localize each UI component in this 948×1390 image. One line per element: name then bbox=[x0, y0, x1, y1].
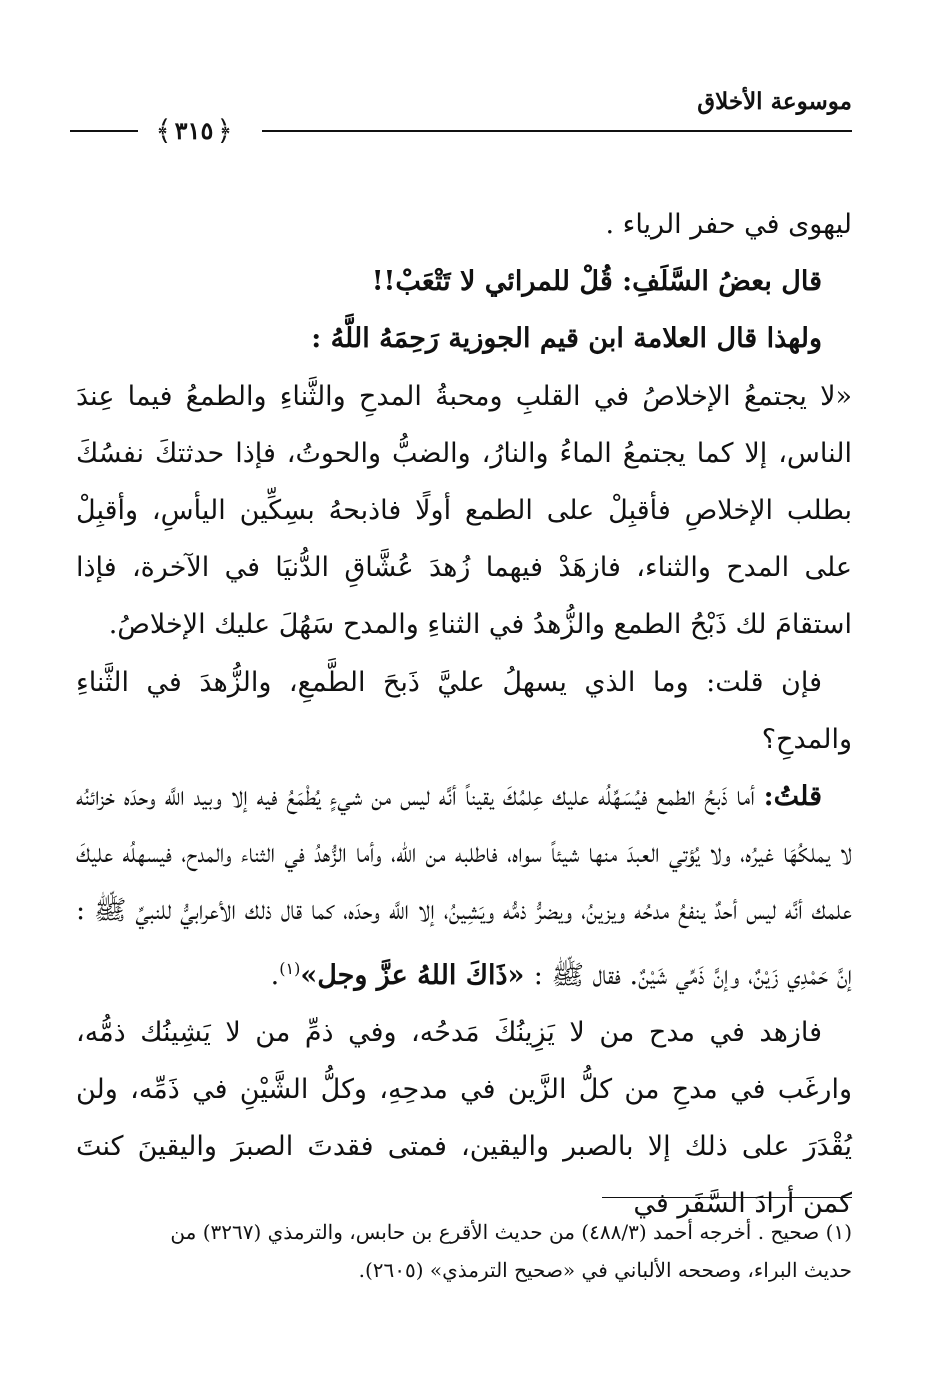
page-number-text: ٣١٥ bbox=[174, 115, 214, 145]
paragraph-question: فإن قلت: وما الذي يسهلُ عليَّ ذَبحَ الطَّمعِ، والزُّهدَ في الثَّناءِ والمدحِ؟ bbox=[76, 666, 852, 755]
paragraph-3: ولهذا قال العلامة ابن قيم الجوزية رَحِمَهُ اللَّهُ : bbox=[311, 323, 822, 355]
footnote-line-1: (١) صحيح . أخرجه أحمد (٤٨٨/٣) من حديث الأقرع بن حابس، والترمذي (٣٢٦٧) من bbox=[170, 1220, 852, 1244]
answer-lead: قلتُ: bbox=[763, 781, 822, 813]
paragraph-answer bbox=[76, 768, 852, 1004]
answer-end: . bbox=[270, 959, 280, 991]
page-number bbox=[140, 110, 248, 150]
answer-text: أما ذَبحُ الطمع فيُسَهِّلُه عليك عِلمُكَ يقيناً أنَّه ليس من شيءٍ يُطْمَعُ فيه إلا وبيد اللَّه وحدَه خزائنُه لا يملكُهَا غيرُه، ولا يُؤتي العبدَ منها شيئاً سواه، فاطلبه من الله، وأما الزُّهدُ في الثناء والمدح، فيسهلُه عليكَ علمك أنَّه ليس أحدٌ ينفعُ مدحُه ويزينُ، ويضرُّ ذمُّه ويَشِينُ، إلا اللَّه وحدَه، كما قال ذلك الأعرابيُّ للنبيِّ ﷺ : إنَّ حَمْدِي زَيْنٌ، وإنَّ ذَمِّي شَيْنٌ. فقال ﷺ : bbox=[76, 781, 852, 991]
footnote-marker: (١) bbox=[279, 958, 301, 978]
ornament-brace-left: ﴾ bbox=[155, 113, 172, 147]
ornament-brace-right: ﴿ bbox=[216, 113, 233, 147]
running-header bbox=[70, 88, 852, 158]
hadith-quote: «ذَاكَ اللهُ عزَّ وجل» bbox=[300, 959, 534, 991]
main-text bbox=[76, 196, 852, 1233]
paragraph-quote: «لا يجتمعُ الإخلاصُ في القلبِ ومحبةُ المدحِ والثَّناءِ والطمعُ فيما عِندَ الناس، إلا كما يجتمعُ الماءُ والنارُ، والضبُّ والحوتُ، فإذا حدثتكَ نفسُكَ بطلب الإخلاصِ فأقبِلْ على الطمع أولًا فاذبحهُ بسِكِّين اليأسِ، وأقبِلْ على المدح والثناء، فازهَدْ فيهما زُهدَ عُشَّاقِ الدُّنيَا في الآخرة، فإذا استقامَ لك ذَبْحُ الطمع والزُّهدُ في الثناءِ والمدح سَهُلَ عليك الإخلاصُ. bbox=[76, 380, 852, 641]
paragraph-advice: فازهد في مدح من لا يَزِينُكَ مَدحُه، وفي ذمِّ من لا يَشِينُك ذمُّه، وارغَب في مدحِ من كلُّ الزَّين في مدحِهِ، وكلُّ الشَّيْنِ في ذَمِّه، ولن يُقْدَرَ على ذلك إلا بالصبر واليقين، فمتى فقدتَ الصبرَ واليقينَ كنتَ كمن أرادَ السَّفَر في bbox=[76, 1016, 852, 1220]
footnote-line-2: حديث البراء، وصححه الألباني في «صحيح الترمذي» (٢٦٠٥). bbox=[358, 1258, 852, 1282]
book-title: موسوعة الأخلاق bbox=[697, 88, 852, 115]
footnote bbox=[76, 1213, 852, 1289]
header-rule-right bbox=[262, 130, 852, 132]
paragraph-1: ليهوى في حفر الرياء . bbox=[605, 209, 852, 240]
header-rule-left bbox=[70, 130, 138, 132]
paragraph-2: قال بعضُ السَّلَفِ: قُلْ للمرائي لا تَتْعَبْ!! bbox=[371, 266, 822, 298]
footnote-separator bbox=[602, 1197, 852, 1198]
